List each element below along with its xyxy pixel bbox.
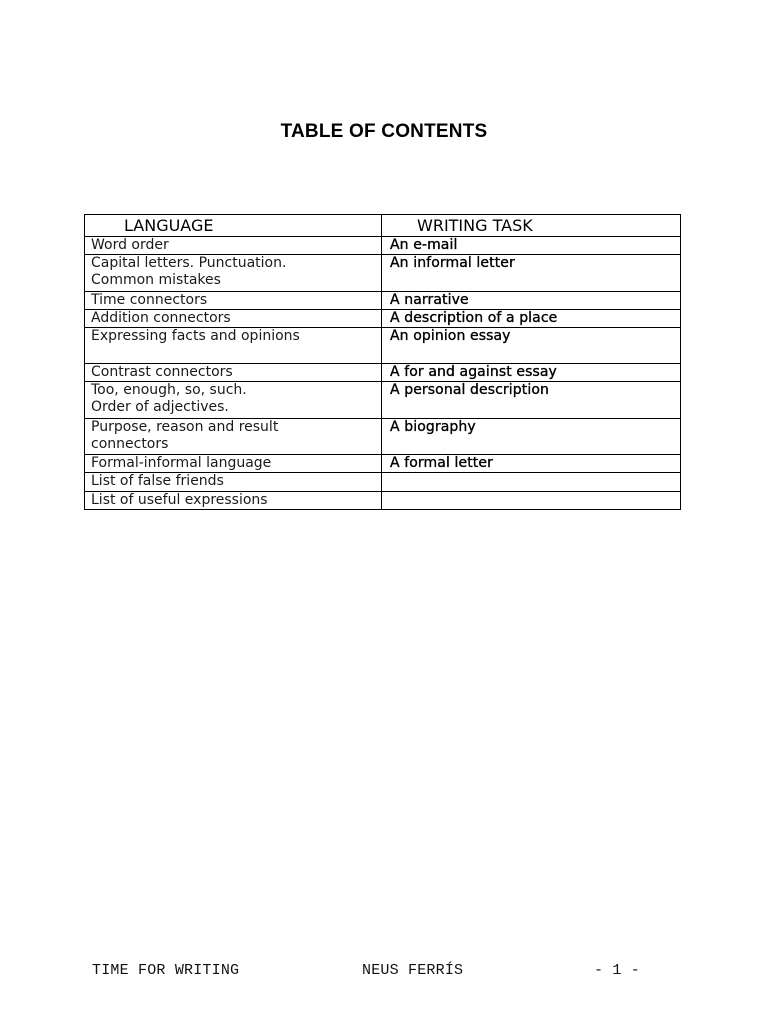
footer-page-number: - 1 - [594,962,641,979]
language-cell [85,455,382,473]
language-topic: Purpose, reason and result [91,419,279,435]
language-topic: Too, enough, so, such. [91,382,247,398]
language-cell [85,382,382,419]
writing-task: A biography [390,419,476,435]
writing-task-cell [382,328,681,364]
language-cell [85,328,382,364]
language-topic: Contrast connectors [91,364,233,380]
table-row [85,455,681,473]
language-cell [85,473,382,492]
footer-book-title: TIME FOR WRITING [92,962,240,979]
table-row [85,292,681,310]
writing-task-column-header: WRITING TASK [382,215,681,237]
writing-task-cell [382,364,681,382]
writing-task: A narrative [390,292,469,308]
language-topic: Addition connectors [91,310,231,326]
language-cell [85,237,382,255]
writing-task-cell [382,255,681,292]
writing-task: A for and against essay [390,364,557,380]
language-cell [85,419,382,455]
table-row [85,382,681,419]
language-topic: List of false friends [91,473,224,489]
language-cell [85,255,382,292]
language-topic: Expressing facts and opinions [91,328,300,344]
language-cell [85,292,382,310]
writing-task-cell [382,419,681,455]
writing-task-cell-empty [382,473,681,492]
writing-task-cell [382,310,681,328]
contents-table [84,214,681,510]
writing-task: A personal description [390,382,549,398]
table-row [85,237,681,255]
table-row [85,255,681,292]
table-row [85,419,681,455]
language-column-header: LANGUAGE [85,215,382,237]
language-topic: Capital letters. Punctuation. [91,255,287,271]
writing-task-cell [382,237,681,255]
language-topic: Time connectors [91,292,208,308]
language-topic: Word order [91,237,169,253]
language-cell [85,310,382,328]
writing-task: An opinion essay [390,328,511,344]
writing-task-cell [382,292,681,310]
language-topic: Formal-informal language [91,455,272,471]
language-topic-continued: Common mistakes [91,272,221,288]
language-topic-continued: connectors [91,436,169,452]
writing-task: A description of a place [390,310,558,326]
language-topic-continued: Order of adjectives. [91,399,229,415]
table-row [85,364,681,382]
writing-task-cell [382,455,681,473]
footer-author: NEUS FERRÍS [362,962,464,979]
writing-task: An e-mail [390,237,458,253]
language-topic: List of useful expressions [91,492,268,508]
table-row [85,328,681,364]
table-row [85,473,681,492]
language-cell [85,364,382,382]
language-cell [85,492,382,510]
table-row [85,310,681,328]
page-title: TABLE OF CONTENTS [280,121,488,142]
writing-task: A formal letter [390,455,493,471]
writing-task: An informal letter [390,255,515,271]
table-header-row [85,215,681,237]
writing-task-cell [382,382,681,419]
table-row [85,492,681,510]
writing-task-cell-empty [382,492,681,510]
